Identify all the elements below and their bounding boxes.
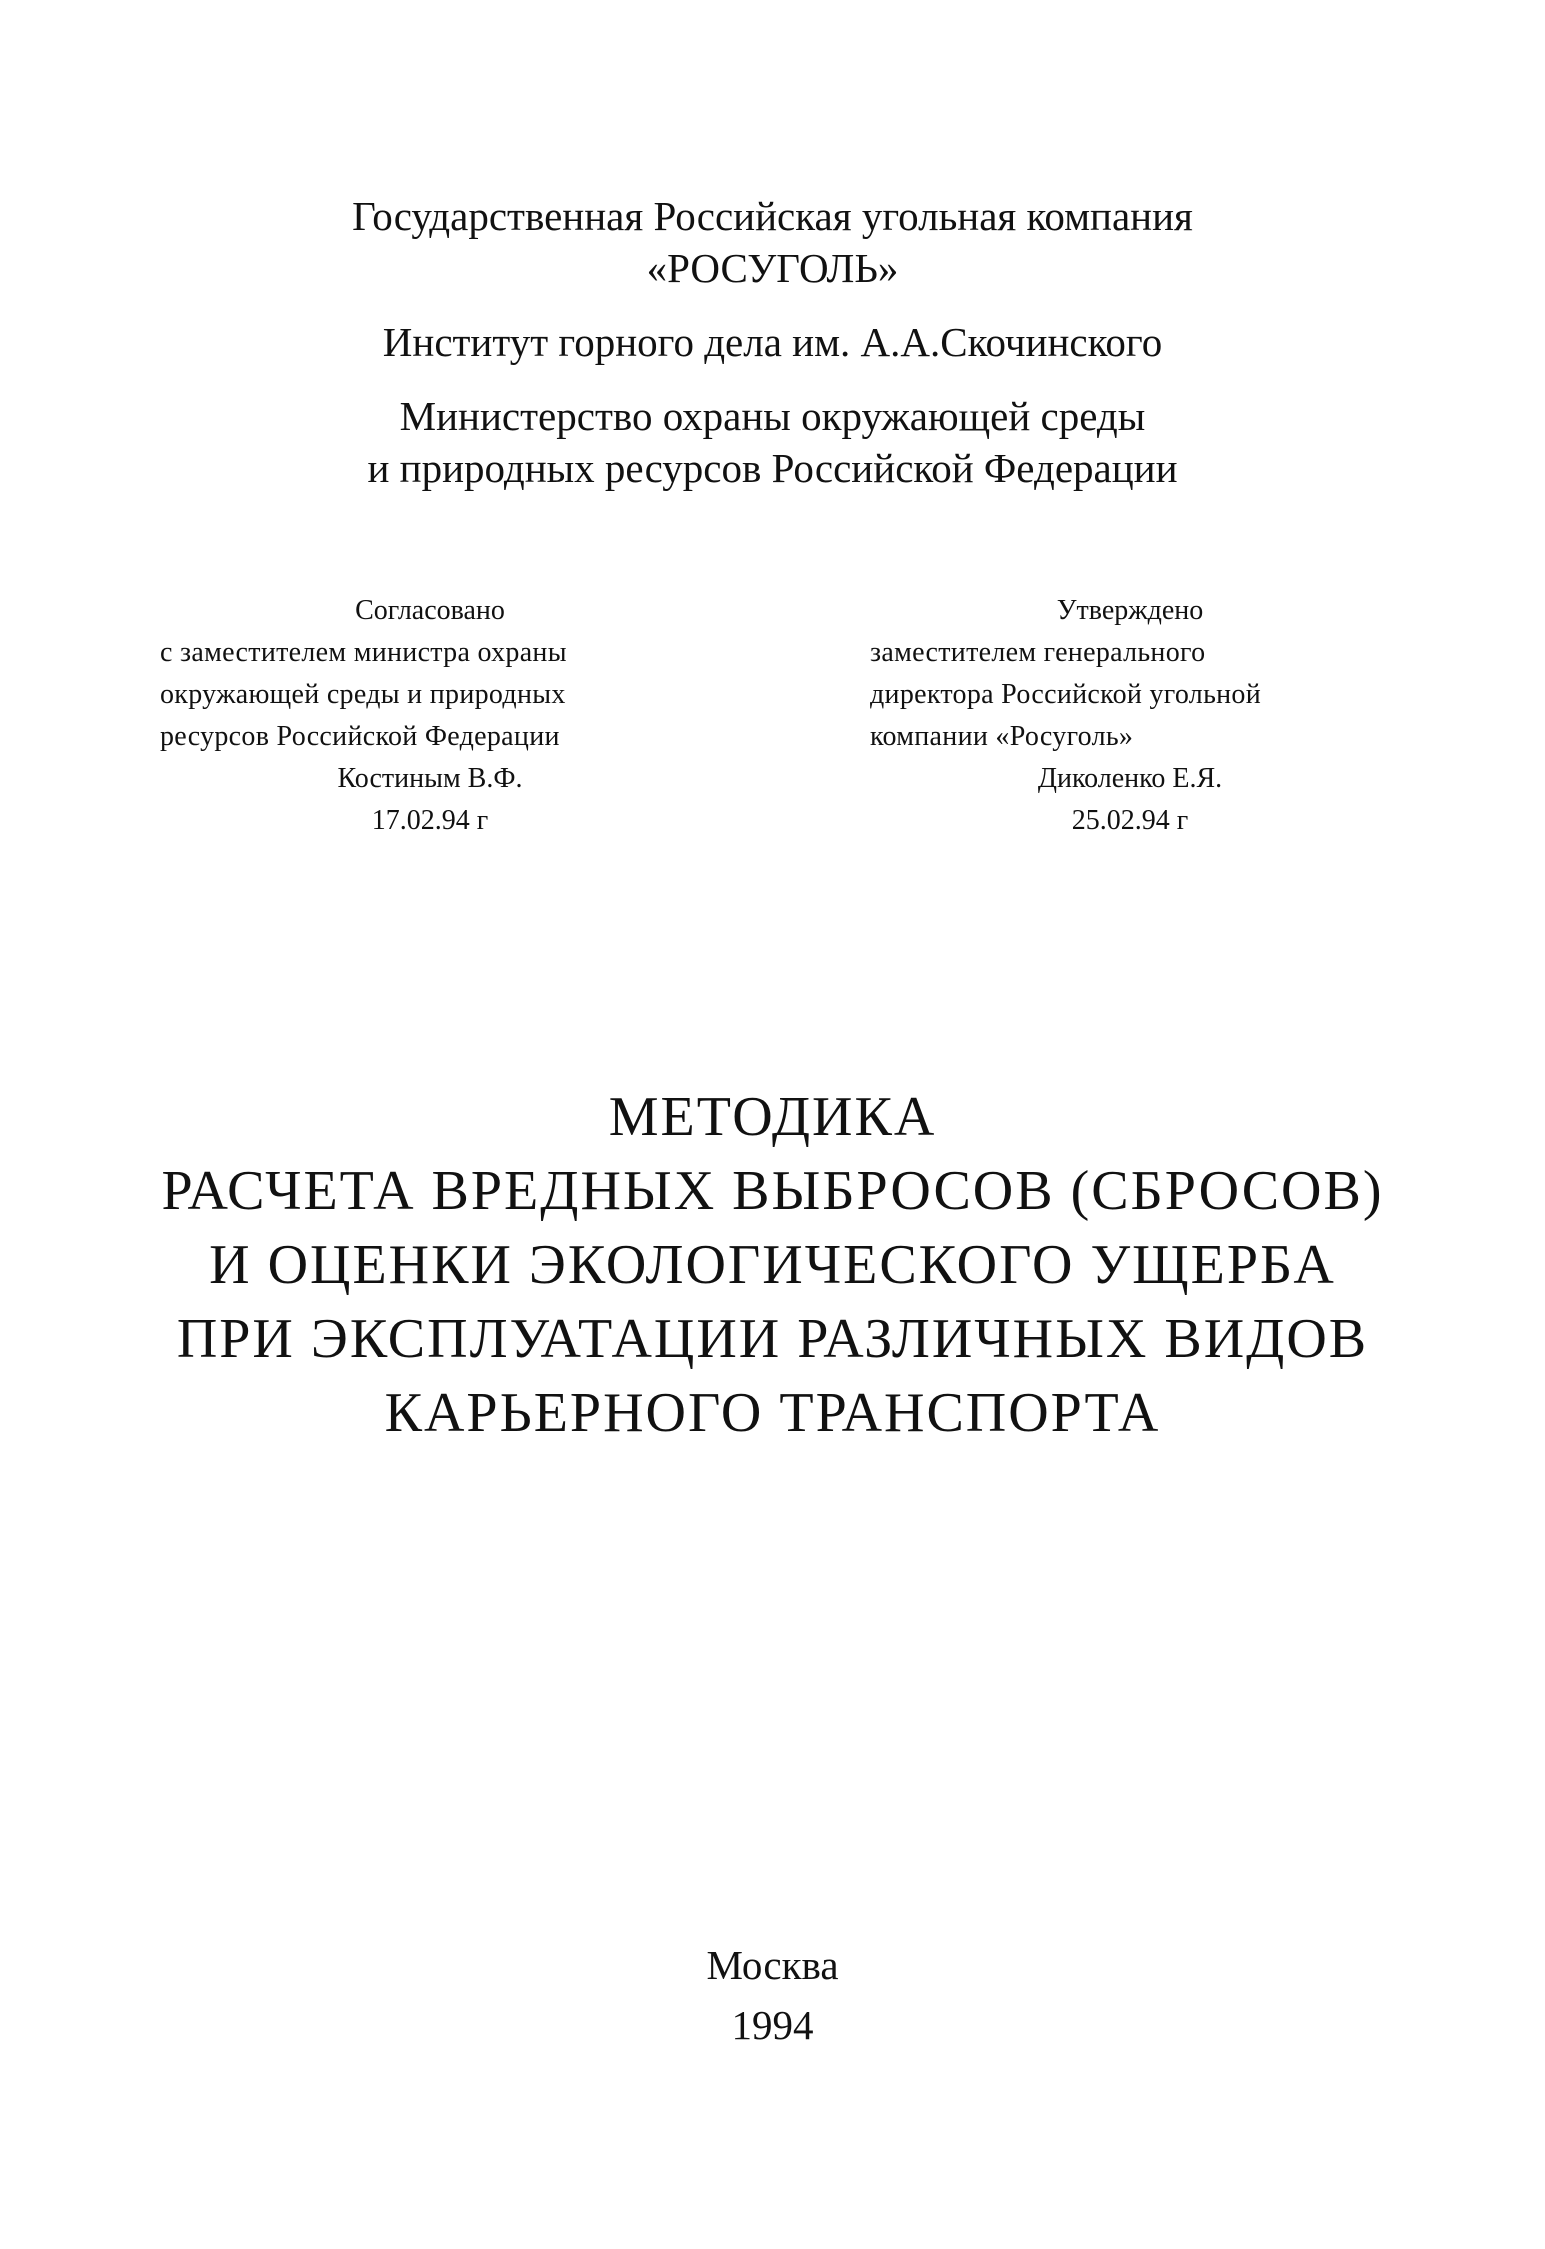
title-line: ПРИ ЭКСПЛУАТАЦИИ РАЗЛИЧНЫХ ВИДОВ xyxy=(176,1308,1369,1370)
ministry-name-line1: Министерство охраны окружающей среды xyxy=(399,393,1146,439)
title-line: МЕТОДИКА xyxy=(608,1086,937,1148)
document-title xyxy=(0,1080,1545,1450)
company-name: Государственная Российская угольная компания xyxy=(352,193,1193,239)
title-line: И ОЦЕНКИ ЭКОЛОГИЧЕСКОГО УЩЕРБА xyxy=(209,1234,1336,1296)
organization-header xyxy=(0,190,1545,494)
approved-line: директора Российской угольной xyxy=(870,679,1262,710)
approved-title: Утверждено xyxy=(1056,595,1204,626)
approved-date: 25.02.94 г xyxy=(1071,805,1189,836)
agreed-line: с заместителем министра охраны xyxy=(160,637,567,668)
approved-block xyxy=(870,590,1390,842)
publication-info xyxy=(0,1935,1545,2055)
approved-line: компании «Росуголь» xyxy=(870,721,1134,752)
title-line: КАРЬЕРНОГО ТРАНСПОРТА xyxy=(384,1382,1161,1444)
agreed-line: ресурсов Российской Федерации xyxy=(160,721,560,752)
agreed-block xyxy=(160,590,700,842)
approved-signer: Диколенко Е.Я. xyxy=(1037,763,1223,794)
title-line: РАСЧЕТА ВРЕДНЫХ ВЫБРОСОВ (СБРОСОВ) xyxy=(161,1160,1384,1222)
agreed-line: окружающей среды и природных xyxy=(160,679,566,710)
approved-line: заместителем генерального xyxy=(870,637,1206,668)
agreed-signer: Костиным В.Ф. xyxy=(337,763,523,794)
agreed-title: Согласовано xyxy=(355,595,505,626)
publication-city: Москва xyxy=(706,1942,839,1988)
ministry-name-line2: и природных ресурсов Российской Федерации xyxy=(367,445,1178,491)
agreed-date: 17.02.94 г xyxy=(371,805,489,836)
publication-year: 1994 xyxy=(731,2002,814,2048)
company-short-name: «РОСУГОЛЬ» xyxy=(646,245,899,291)
institute-name: Институт горного дела им. А.А.Скочинского xyxy=(382,319,1163,365)
